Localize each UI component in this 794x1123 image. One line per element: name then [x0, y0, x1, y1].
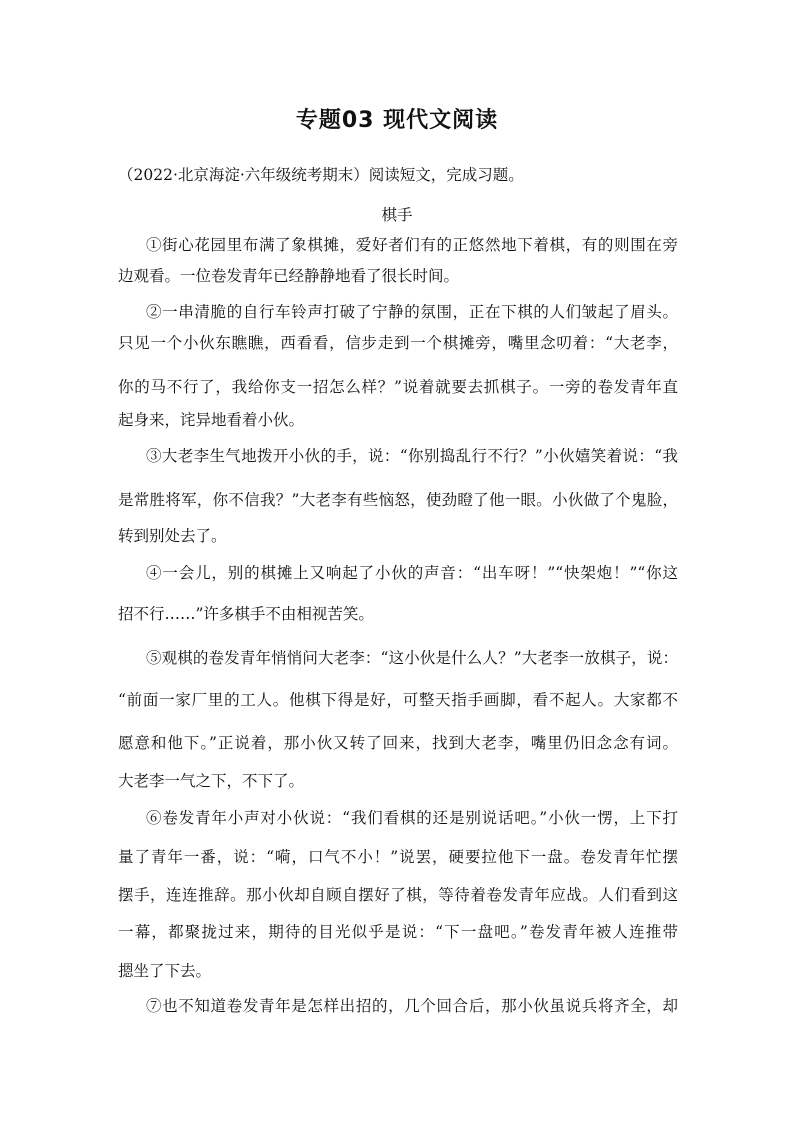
paragraph-line: ④一会儿，别的棋摊上又响起了小伙的声音：“出车呀！”“快架炮！”“你这 — [146, 564, 678, 582]
paragraph-line: ⑤观棋的卷发青年悄悄问大老李：“这小伙是什么人？”大老李一放棋子，说： — [146, 649, 678, 667]
page-title: 专题03 现代文阅读 — [295, 108, 499, 133]
paragraph-line: “前面一家厂里的工人。他棋下得是好，可整天指手画脚，看不起人。大家都不 — [118, 691, 678, 709]
paragraph-line: 摆手，连连推辞。那小伙却自顾自摆好了棋，等待着卷发青年应战。人们看到这 — [118, 886, 678, 904]
paragraph-line: 你的马不行了，我给你支一招怎么样？”说着就要去抓棋子。一旁的卷发青年直 — [118, 378, 678, 396]
paragraph-line: 转到别处去了。 — [118, 527, 227, 545]
paragraph-line: 招不行……”许多棋手不由相视苦笑。 — [118, 605, 374, 623]
paragraph-line: 摁坐了下去。 — [118, 962, 212, 980]
paragraph-line: ②一串清脆的自行车铃声打破了宁静的氛围，正在下棋的人们皱起了眉头。 — [146, 303, 678, 321]
paragraph-line: 起身来，诧异地看着小伙。 — [118, 411, 305, 429]
story-title: 棋手 — [381, 206, 413, 224]
paragraph-line: ①街心花园里布满了象棋摊，爱好者们有的正悠然地下着棋，有的则围在旁 — [146, 236, 678, 254]
paragraph-line: ⑦也不知道卷发青年是怎样出招的，几个回合后，那小伙虽说兵将齐全，却 — [146, 997, 678, 1015]
paragraph-line: 量了青年一番，说：“嗬，口气不小！”说罢，硬要拉他下一盘。卷发青年忙摆 — [118, 848, 678, 866]
paragraph-line: ③大老李生气地拨开小伙的手，说：“你别捣乱行不行？”小伙嬉笑着说：“我 — [146, 447, 678, 465]
paragraph-line: 大老李一气之下，不下了。 — [118, 772, 305, 790]
paragraph-line: 是常胜将军，你不信我？”大老李有些恼怒，使劲瞪了他一眼。小伙做了个鬼脸， — [118, 491, 678, 509]
paragraph-line: 愿意和他下。”正说着，那小伙又转了回来，找到大老李，嘴里仍旧念念有词。 — [118, 734, 678, 752]
paragraph-line: 边观看。一位卷发青年已经静静地看了很长时间。 — [118, 267, 460, 285]
paragraph-line: ⑥卷发青年小声对小伙说：“我们看棋的还是别说话吧。”小伙一愣，上下打 — [146, 809, 678, 827]
paragraph-line: 只见一个小伙东瞧瞧，西看看，信步走到一个棋摊旁，嘴里念叨着：“大老李， — [118, 334, 678, 352]
question-source: （2022·北京海淀·六年级统考期末）阅读短文，完成习题。 — [118, 166, 524, 184]
paragraph-line: 一幕，都聚拢过来，期待的目光似乎是说：“下一盘吧。”卷发青年被人连推带 — [118, 923, 678, 941]
